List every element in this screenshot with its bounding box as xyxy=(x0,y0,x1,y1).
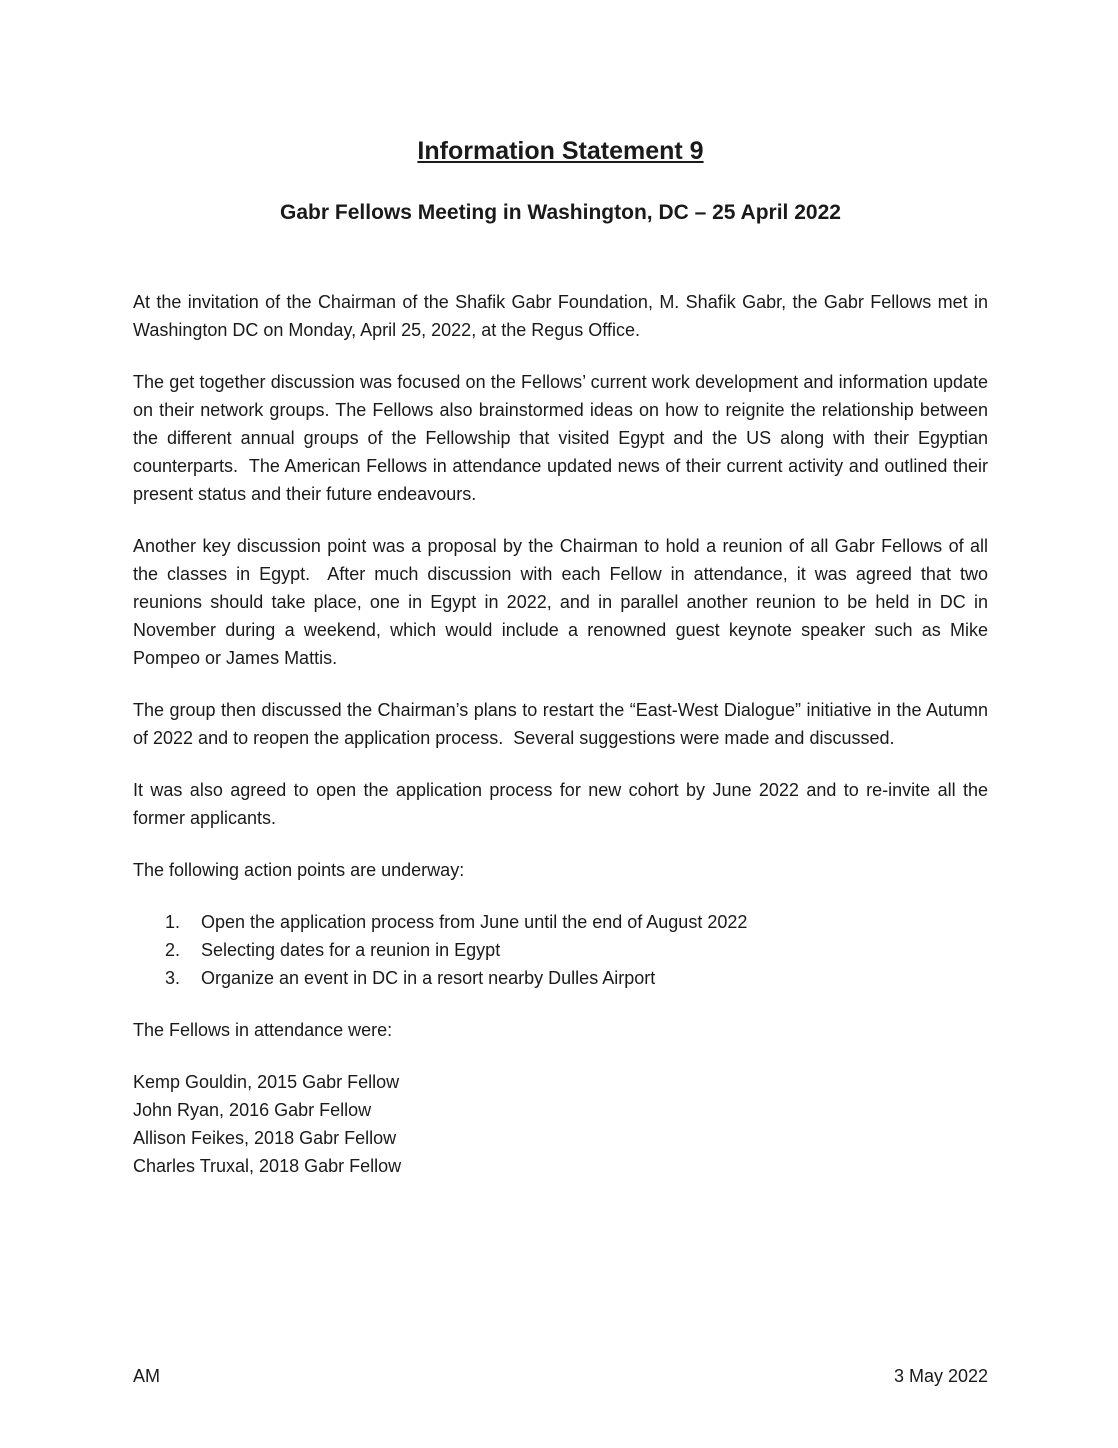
paragraph-discussion: The get together discussion was focused on the Fellows’ current work development and information update on their network groups. The Fellows also brainstormed ideas on how to reignite the relationship between the different annual groups of the Fellowship that visited Egypt and the US along with their Egyptian counterparts. The American Fellows in attendance updated news of their current activity and outlined their present status and their future endeavours. xyxy=(133,372,994,504)
attendee-list xyxy=(133,1068,988,1180)
paragraph-invitation: At the invitation of the Chairman of the Shafik Gabr Foundation, M. Shafik Gabr, the Gabr Fellows met in Washington DC on Monday, April 25, 2022, at the Regus Office. xyxy=(133,292,994,340)
attendee-line: John Ryan, 2016 Gabr Fellow xyxy=(133,1100,372,1120)
footer-date: 3 May 2022 xyxy=(893,1366,988,1386)
list-item-text: Organize an event in DC in a resort nearby Dulles Airport xyxy=(201,968,656,988)
action-points-intro: The following action points are underway: xyxy=(133,860,465,880)
list-number: 2. xyxy=(165,940,181,960)
paragraph-application-process: It was also agreed to open the application process for new cohort by June 2022 and to re-invite all the former applicants. xyxy=(133,780,994,828)
list-number: 3. xyxy=(165,968,181,988)
document-title: Information Statement 9 xyxy=(417,137,704,165)
action-points-list xyxy=(133,908,988,992)
action-point-item xyxy=(165,936,988,964)
paragraph-east-west-dialogue: The group then discussed the Chairman’s plans to restart the “East-West Dialogue” initiative in the Autumn of 2022 and to reopen the application process. Several suggestions were made and discussed. xyxy=(133,700,994,748)
attendance-intro: The Fellows in attendance were: xyxy=(133,1020,393,1040)
attendee-line: Charles Truxal, 2018 Gabr Fellow xyxy=(133,1156,402,1176)
list-item-text: Open the application process from June until the end of August 2022 xyxy=(201,912,748,932)
paragraph-reunion-proposal: Another key discussion point was a proposal by the Chairman to hold a reunion of all Gabr Fellows of all the classes in Egypt. After much discussion with each Fellow in attendance, it was agreed that two reunions should take place, one in Egypt in 2022, and in parallel another reunion to be held in DC in November during a weekend, which would include a renowned guest keynote speaker such as Mike Pompeo or James Mattis. xyxy=(133,536,994,668)
list-number: 1. xyxy=(165,912,181,932)
attendee-line: Allison Feikes, 2018 Gabr Fellow xyxy=(133,1128,397,1148)
document-body xyxy=(133,288,994,1180)
attendee-line: Kemp Gouldin, 2015 Gabr Fellow xyxy=(133,1072,400,1092)
action-point-item xyxy=(165,964,988,992)
page-footer xyxy=(133,1362,988,1390)
list-item-text: Selecting dates for a reunion in Egypt xyxy=(201,940,501,960)
document-subtitle: Gabr Fellows Meeting in Washington, DC – 25 April 2022 xyxy=(280,201,841,224)
action-point-item xyxy=(165,908,988,936)
footer-initials: AM xyxy=(133,1366,160,1386)
